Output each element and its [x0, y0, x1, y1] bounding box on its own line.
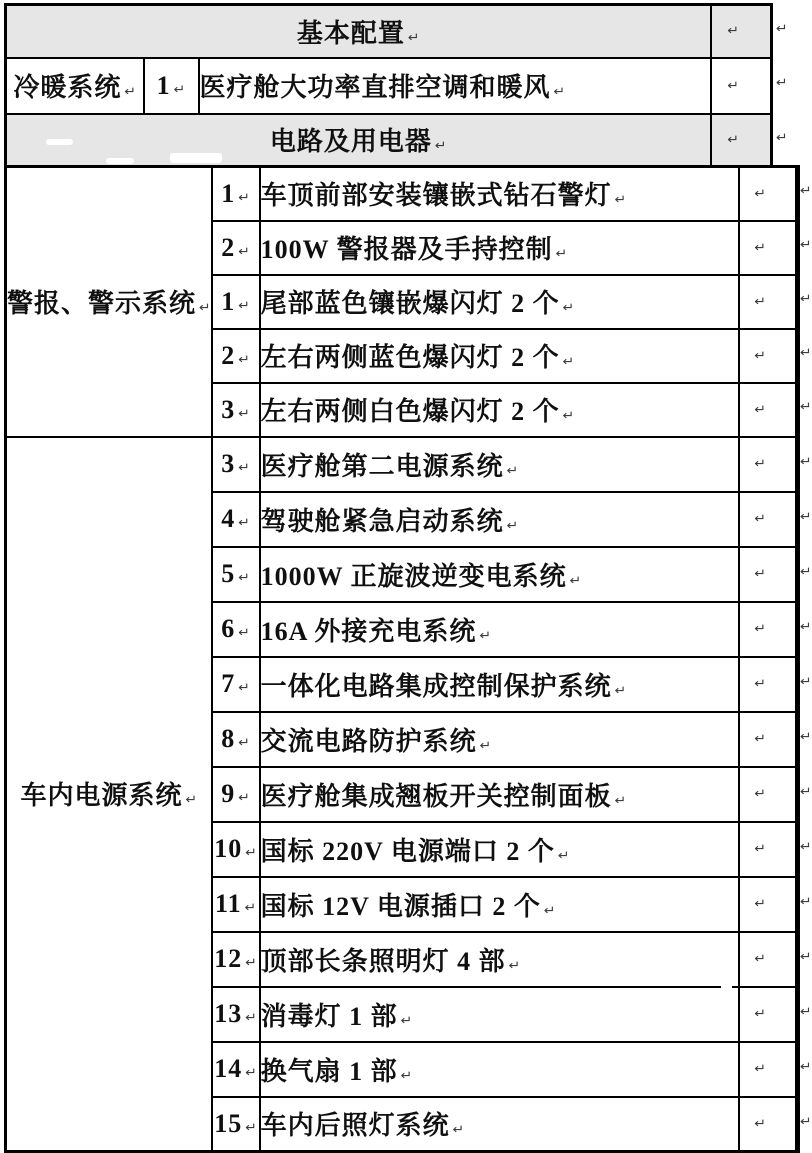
table-row — [6, 167, 798, 221]
pilcrow-cell — [739, 547, 797, 602]
paragraph-mark-icon: ↵ — [238, 352, 251, 367]
pilcrow-cell — [739, 932, 797, 987]
pilcrow-cell — [711, 58, 772, 114]
item-number: 7 — [221, 669, 236, 698]
item-number: 10 — [214, 834, 243, 863]
item-desc-cell — [260, 822, 740, 877]
paragraph-mark-icon: ↵ — [754, 621, 767, 637]
paragraph-mark-icon: ↵ — [754, 456, 767, 472]
group-label-cell — [6, 437, 212, 1152]
paragraph-mark-icon: ↵ — [727, 132, 740, 147]
paragraph-mark-icon: ↵ — [238, 244, 251, 259]
section-title: 电路及用电器 — [269, 127, 432, 157]
paragraph-mark-icon: ↵ — [562, 354, 575, 370]
paragraph-mark-outside-icon: ↵ — [800, 784, 812, 799]
paragraph-mark-icon: ↵ — [238, 790, 251, 806]
item-desc: 国标 220V 电源端口 2 个 — [260, 836, 555, 866]
paragraph-mark-icon: ↵ — [754, 186, 767, 201]
paragraph-mark-icon: ↵ — [754, 566, 767, 582]
item-desc-cell — [260, 1097, 740, 1152]
item-number: 2 — [221, 340, 236, 370]
pilcrow-cell — [739, 767, 797, 822]
paragraph-mark-icon: ↵ — [754, 951, 767, 967]
group-label-cell — [6, 167, 212, 437]
pilcrow-cell — [739, 437, 797, 492]
item-desc: 1000W 正旋波逆变电系统 — [260, 561, 567, 591]
paragraph-mark-icon: ↵ — [754, 896, 767, 912]
item-number: 12 — [214, 944, 243, 973]
paragraph-mark-outside-icon: ↵ — [800, 949, 812, 964]
paragraph-mark-icon: ↵ — [569, 573, 582, 588]
item-number-cell — [212, 329, 260, 383]
item-desc-cell — [260, 275, 740, 329]
paragraph-mark-icon: ↵ — [754, 841, 767, 857]
pilcrow-cell — [739, 383, 797, 437]
paragraph-mark-icon: ↵ — [238, 735, 251, 751]
item-number-cell — [212, 657, 260, 712]
item-desc: 国标 12V 电源插口 2 个 — [260, 891, 541, 921]
pilcrow-cell — [739, 329, 797, 383]
item-number-cell — [212, 877, 260, 932]
paragraph-mark-icon: ↵ — [407, 30, 420, 45]
item-number-cell — [212, 822, 260, 877]
item-desc: 16A 外接充电系统 — [260, 616, 477, 646]
paragraph-mark-icon: ↵ — [543, 903, 556, 918]
item-desc: 一体化电路集成控制保护系统 — [260, 671, 612, 701]
paragraph-mark-icon: ↵ — [614, 193, 627, 208]
scan-artifact — [46, 139, 73, 145]
item-number-cell — [212, 602, 260, 657]
item-number-cell — [212, 167, 260, 221]
item-number-cell — [212, 1042, 260, 1097]
pilcrow-cell — [739, 221, 797, 275]
item-desc-cell — [260, 547, 740, 602]
paragraph-mark-icon: ↵ — [555, 246, 568, 262]
paragraph-mark-outside-icon: ↵ — [800, 509, 812, 524]
item-desc-cell — [260, 1042, 740, 1097]
item-number: 4 — [221, 504, 236, 533]
item-number-cell — [212, 383, 260, 437]
paragraph-mark-outside-icon: ↵ — [800, 291, 812, 307]
item-number: 14 — [214, 1054, 243, 1083]
item-number: 1 — [221, 178, 236, 208]
item-number: 9 — [221, 779, 236, 808]
paragraph-mark-icon: ↵ — [557, 848, 570, 863]
pilcrow-cell — [739, 712, 797, 767]
pilcrow-cell — [711, 5, 772, 58]
item-desc: 驾驶舱紧急启动系统 — [260, 506, 504, 536]
paragraph-mark-outside-icon: ↵ — [800, 839, 812, 854]
item-number-cell — [212, 932, 260, 987]
section-title: 基本配置 — [296, 18, 405, 48]
pilcrow-cell — [739, 602, 797, 657]
item-desc-cell — [260, 877, 740, 932]
paragraph-mark-icon: ↵ — [754, 511, 767, 527]
item-desc-cell — [260, 932, 740, 987]
item-desc: 车内后照灯系统 — [260, 1111, 450, 1141]
item-desc: 顶部长条照明灯 4 部 — [260, 946, 506, 976]
paragraph-mark-icon: ↵ — [754, 1006, 767, 1022]
paragraph-mark-icon: ↵ — [727, 78, 740, 93]
item-number: 5 — [221, 559, 236, 588]
paragraph-mark-icon: ↵ — [245, 1065, 258, 1081]
scan-artifact — [106, 158, 134, 164]
paragraph-mark-icon: ↵ — [185, 793, 198, 808]
item-desc: 交流电路防护系统 — [260, 726, 477, 756]
paragraph-mark-icon: ↵ — [238, 625, 251, 641]
item-desc: 消毒灯 1 部 — [260, 1001, 398, 1031]
paragraph-mark-icon: ↵ — [400, 1068, 413, 1083]
item-number-cell — [212, 492, 260, 547]
paragraph-mark-icon: ↵ — [508, 958, 521, 973]
paragraph-mark-outside-icon: ↵ — [800, 1004, 812, 1019]
paragraph-mark-icon: ↵ — [244, 900, 257, 916]
item-number-cell — [212, 767, 260, 822]
paragraph-mark-icon: ↵ — [754, 1116, 767, 1131]
paragraph-mark-icon: ↵ — [238, 680, 251, 696]
paragraph-mark-icon: ↵ — [245, 955, 258, 971]
paragraph-mark-icon: ↵ — [614, 793, 627, 808]
paragraph-mark-icon: ↵ — [173, 82, 186, 97]
item-desc: 医疗舱集成翘板开关控制面板 — [260, 781, 612, 811]
item-desc-cell — [260, 329, 740, 383]
item-desc: 车顶前部安装镶嵌式钻石警灯 — [260, 181, 612, 211]
paragraph-mark-icon: ↵ — [562, 408, 575, 424]
paragraph-mark-outside-icon: ↵ — [800, 454, 812, 469]
pilcrow-cell — [739, 822, 797, 877]
paragraph-mark-icon: ↵ — [479, 738, 492, 753]
item-number-cell — [144, 58, 199, 114]
basic-config-table — [4, 3, 773, 168]
item-number-cell — [212, 712, 260, 767]
item-desc: 医疗舱第二电源系统 — [260, 451, 504, 481]
pilcrow-cell — [739, 167, 797, 221]
paragraph-mark-outside-icon: ↵ — [800, 894, 812, 909]
paragraph-mark-outside-icon: ↵ — [800, 237, 812, 253]
paragraph-mark-outside-icon: ↵ — [776, 75, 788, 91]
item-number: 3 — [221, 449, 236, 478]
paragraph-mark-icon: ↵ — [245, 1120, 258, 1135]
pilcrow-cell — [739, 275, 797, 329]
paragraph-mark-outside-icon: ↵ — [776, 130, 788, 145]
table-row — [6, 5, 772, 58]
paragraph-mark-icon: ↵ — [238, 570, 251, 586]
item-number: 3 — [221, 394, 236, 424]
paragraph-mark-icon: ↵ — [245, 1010, 258, 1026]
paragraph-mark-icon: ↵ — [754, 240, 767, 255]
item-number: 1 — [221, 286, 236, 316]
item-desc: 100W 警报器及手持控制 — [260, 235, 553, 264]
item-desc-cell — [199, 58, 711, 114]
paragraph-mark-icon: ↵ — [506, 518, 519, 533]
item-desc: 医疗舱大功率直排空调和暖风 — [199, 73, 551, 102]
paragraph-mark-icon: ↵ — [245, 845, 258, 861]
item-desc-cell — [260, 987, 740, 1042]
item-number: 2 — [221, 232, 236, 262]
paragraph-mark-icon: ↵ — [553, 84, 566, 100]
item-number-cell — [212, 275, 260, 329]
paragraph-mark-icon: ↵ — [727, 24, 740, 39]
paragraph-mark-icon: ↵ — [562, 300, 575, 316]
paragraph-mark-outside-icon: ↵ — [800, 1059, 812, 1074]
item-number: 8 — [221, 724, 236, 753]
group-label: 车内电源系统 — [20, 781, 183, 811]
paragraph-mark-outside-icon: ↵ — [776, 21, 788, 36]
pilcrow-cell — [739, 987, 797, 1042]
paragraph-mark-icon: ↵ — [754, 676, 767, 692]
scan-artifact — [170, 153, 222, 163]
paragraph-mark-icon: ↵ — [400, 1013, 413, 1028]
paragraph-mark-icon: ↵ — [238, 406, 251, 421]
paragraph-mark-icon: ↵ — [479, 628, 492, 643]
item-desc: 换气扇 1 部 — [260, 1056, 398, 1086]
item-desc-cell — [260, 602, 740, 657]
paragraph-mark-icon: ↵ — [452, 1123, 465, 1138]
item-number: 6 — [221, 614, 236, 643]
item-desc-cell — [260, 492, 740, 547]
paragraph-mark-outside-icon: ↵ — [800, 619, 812, 634]
pilcrow-cell — [739, 492, 797, 547]
item-desc-cell — [260, 221, 740, 275]
item-desc-cell — [260, 437, 740, 492]
electrical-config-table — [4, 165, 800, 1153]
paragraph-mark-icon: ↵ — [754, 786, 767, 802]
item-desc-cell — [260, 657, 740, 712]
pilcrow-cell — [739, 877, 797, 932]
paragraph-mark-outside-icon: ↵ — [800, 1114, 812, 1129]
paragraph-mark-outside-icon: ↵ — [800, 564, 812, 579]
paragraph-mark-icon: ↵ — [754, 402, 767, 417]
paragraph-mark-outside-icon: ↵ — [800, 183, 812, 199]
item-desc-cell — [260, 712, 740, 767]
scan-artifact — [721, 981, 732, 991]
paragraph-mark-icon: ↵ — [754, 348, 767, 363]
item-number: 1 — [156, 70, 171, 100]
item-desc-cell — [260, 767, 740, 822]
paragraph-mark-icon: ↵ — [238, 515, 251, 531]
paragraph-mark-outside-icon: ↵ — [800, 345, 812, 361]
item-desc: 尾部蓝色镶嵌爆闪灯 2 个 — [260, 289, 560, 318]
item-number-cell — [212, 547, 260, 602]
table-row — [6, 437, 798, 492]
item-number-cell — [212, 221, 260, 275]
paragraph-mark-icon: ↵ — [754, 731, 767, 747]
paragraph-mark-icon: ↵ — [434, 139, 447, 154]
item-number: 13 — [214, 999, 243, 1028]
paragraph-mark-icon: ↵ — [506, 463, 519, 478]
item-desc-cell — [260, 383, 740, 437]
paragraph-mark-icon: ↵ — [238, 460, 251, 476]
item-desc-cell — [260, 167, 740, 221]
paragraph-mark-outside-icon: ↵ — [800, 729, 812, 744]
paragraph-mark-icon: ↵ — [199, 301, 211, 316]
pilcrow-cell — [739, 1042, 797, 1097]
paragraph-mark-icon: ↵ — [238, 298, 251, 313]
item-number-cell — [212, 1097, 260, 1152]
item-number: 11 — [215, 889, 242, 918]
item-number-cell — [212, 437, 260, 492]
item-desc: 左右两侧蓝色爆闪灯 2 个 — [260, 343, 560, 372]
paragraph-mark-outside-icon: ↵ — [800, 674, 812, 689]
paragraph-mark-icon: ↵ — [124, 84, 137, 100]
table-row — [6, 58, 772, 114]
item-number-cell — [212, 987, 260, 1042]
group-label: 警报、警示系统 — [7, 289, 197, 319]
pilcrow-cell — [711, 114, 772, 167]
paragraph-mark-icon: ↵ — [614, 683, 627, 698]
paragraph-mark-icon: ↵ — [238, 190, 251, 205]
pilcrow-cell — [739, 657, 797, 712]
pilcrow-cell — [739, 1097, 797, 1152]
paragraph-mark-icon: ↵ — [754, 1061, 767, 1077]
paragraph-mark-outside-icon: ↵ — [800, 399, 812, 415]
item-desc: 左右两侧白色爆闪灯 2 个 — [260, 397, 560, 426]
group-label-cell — [6, 58, 144, 114]
paragraph-mark-icon: ↵ — [754, 294, 767, 309]
item-number: 15 — [214, 1108, 243, 1138]
section-header-cell — [6, 5, 711, 58]
group-label: 冷暖系统 — [13, 73, 122, 102]
